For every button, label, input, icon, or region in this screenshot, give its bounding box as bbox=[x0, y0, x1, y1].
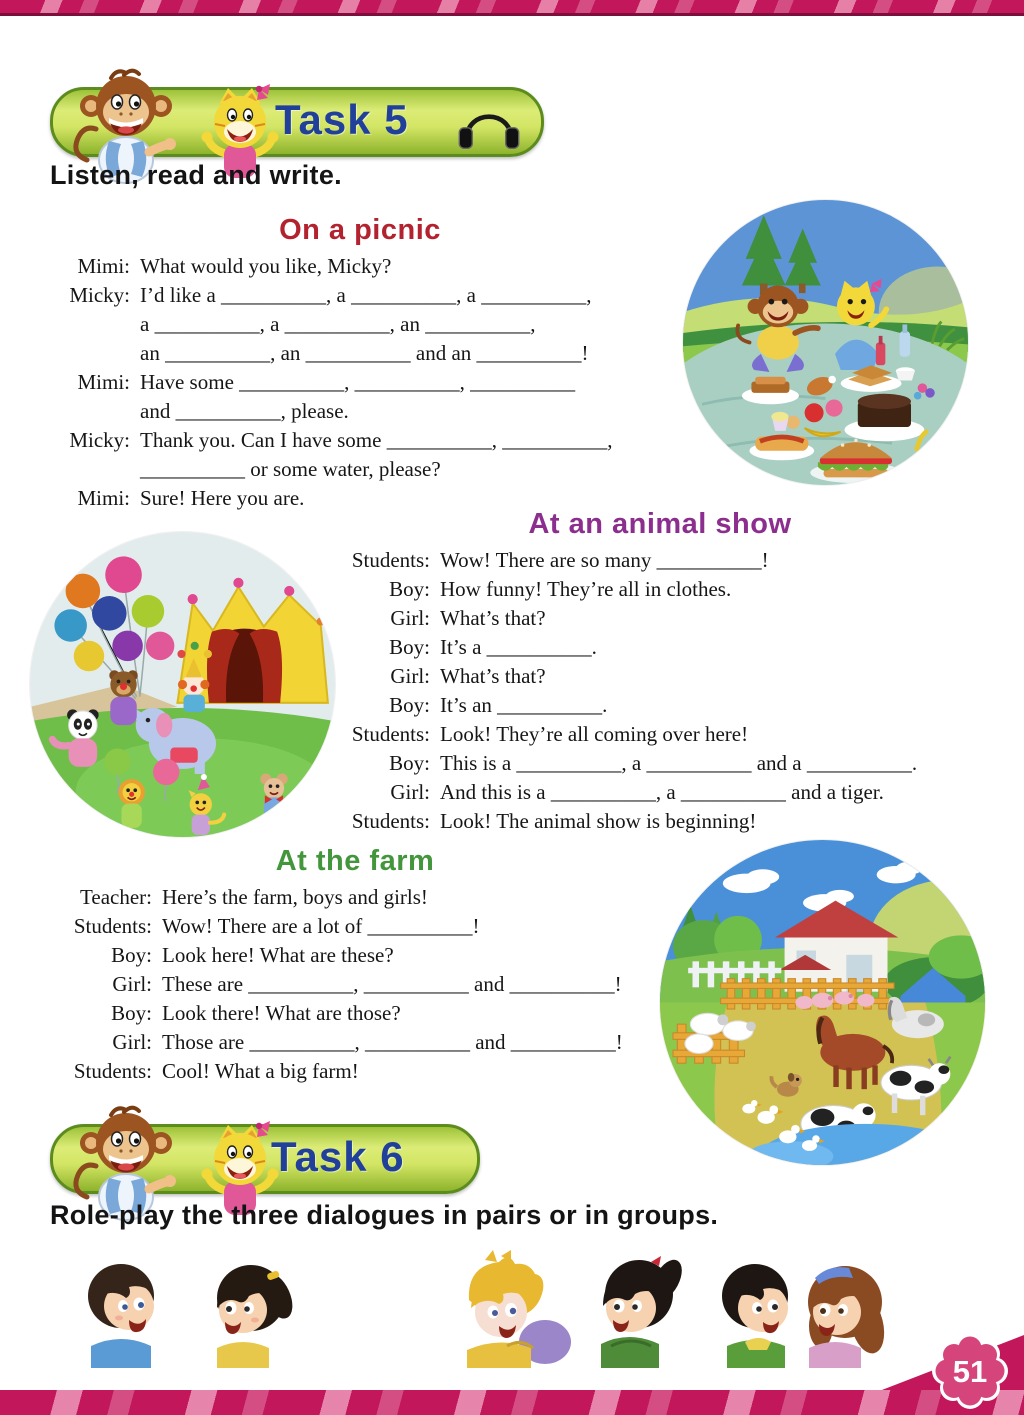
dialogue-text: Look! The animal show is beginning! bbox=[440, 809, 757, 833]
top-decorative-border bbox=[0, 0, 1024, 16]
task5-instruction: Listen, read and write. bbox=[50, 160, 342, 190]
speaker-label: Girl: bbox=[390, 606, 430, 630]
dialogue-line bbox=[52, 397, 702, 426]
dialogue-text: Here’s the farm, boys and girls! bbox=[162, 885, 428, 909]
dialogue-line bbox=[50, 999, 690, 1028]
speaker-label: Boy: bbox=[389, 693, 430, 717]
speaker-label: Teacher: bbox=[80, 885, 152, 909]
dialogue-text: This is a __________, a __________ and a __________. bbox=[440, 751, 918, 775]
page-number-badge bbox=[924, 1328, 1016, 1414]
speaker-label: Boy: bbox=[389, 635, 430, 659]
dialogue-text: How funny! They’re all in clothes. bbox=[440, 577, 732, 601]
speaker-label: Girl: bbox=[390, 780, 430, 804]
dialogue-line bbox=[322, 604, 1012, 633]
dialogue-text: Look! They’re all coming over here! bbox=[440, 722, 749, 746]
girl-yellow bbox=[217, 1265, 299, 1368]
dialogue-text: Cool! What a big farm! bbox=[162, 1059, 359, 1083]
dialogue-text: Thank you. Can I have some __________, __________, bbox=[140, 428, 613, 452]
speaker-label bbox=[52, 310, 140, 339]
speaker-label: Mimi: bbox=[77, 254, 130, 278]
task6-title: Task 6 bbox=[271, 1133, 405, 1180]
dialogue-line bbox=[50, 912, 690, 941]
farm-dialogue bbox=[50, 883, 690, 1086]
headphones-icon bbox=[451, 100, 527, 152]
dialogue-line bbox=[52, 426, 702, 455]
animal-show-dialogue bbox=[322, 546, 1012, 836]
speaker-label: Boy: bbox=[111, 1001, 152, 1025]
speaker-label: Micky: bbox=[69, 283, 130, 307]
dialogue-text: These are __________, __________ and __________! bbox=[162, 972, 622, 996]
dialogue-line bbox=[322, 575, 1012, 604]
dialogue-line bbox=[322, 546, 1012, 575]
dialogue-text: Look here! What are these? bbox=[162, 943, 394, 967]
picnic-illustration bbox=[683, 200, 968, 485]
speaker-label: Students: bbox=[73, 914, 152, 938]
dialogue-text: Wow! There are a lot of __________! bbox=[162, 914, 480, 938]
dialogue-text: Have some __________, __________, __________ bbox=[140, 370, 576, 394]
dialogue-text: Wow! There are so many __________! bbox=[440, 548, 769, 572]
dialogue-text: It’s a __________. bbox=[440, 635, 597, 659]
dialogue-line bbox=[50, 1057, 690, 1086]
bottom-decorative-border bbox=[0, 1390, 1024, 1415]
dialogue-text: What would you like, Micky? bbox=[140, 254, 392, 278]
speaker-label: Girl: bbox=[112, 1030, 152, 1054]
picnic-dialogue bbox=[52, 252, 702, 513]
dialogue-text: a __________, a __________, an __________, bbox=[140, 312, 536, 336]
boy-green bbox=[722, 1264, 788, 1368]
speaker-label: Students: bbox=[351, 548, 430, 572]
dialogue-line bbox=[322, 807, 1012, 836]
speaker-label: Students: bbox=[351, 809, 430, 833]
dialogue-line bbox=[322, 662, 1012, 691]
speaker-label: Boy: bbox=[389, 751, 430, 775]
speaker-label bbox=[52, 397, 140, 426]
girl-pink bbox=[808, 1266, 885, 1368]
page-number: 51 bbox=[952, 1354, 988, 1389]
dialogue-line bbox=[322, 691, 1012, 720]
dialogue-line bbox=[52, 310, 702, 339]
girl-green bbox=[601, 1255, 688, 1368]
dialogue-text: It’s an __________. bbox=[440, 693, 608, 717]
dialogue-text: And this is a __________, a __________ and a tiger. bbox=[440, 780, 884, 804]
speaker-label: Students: bbox=[73, 1059, 152, 1083]
dialogue-text: Those are __________, __________ and __________! bbox=[162, 1030, 623, 1054]
animal-show-illustration bbox=[30, 532, 335, 837]
children-characters-illustration bbox=[55, 1250, 885, 1368]
speaker-label bbox=[52, 455, 140, 484]
task6-instruction: Role-play the three dialogues in pairs or in groups. bbox=[50, 1200, 719, 1230]
dialogue-line bbox=[52, 252, 702, 281]
dialogue-line bbox=[52, 339, 702, 368]
dialogue-line bbox=[50, 883, 690, 912]
speaker-label: Girl: bbox=[390, 664, 430, 688]
dialogue-text: I’d like a __________, a __________, a __________, bbox=[140, 283, 592, 307]
dialogue-text: Sure! Here you are. bbox=[140, 486, 305, 510]
speaker-label: Micky: bbox=[69, 428, 130, 452]
dialogue-line bbox=[52, 368, 702, 397]
dialogue-line bbox=[50, 1028, 690, 1057]
dialogue-line bbox=[322, 633, 1012, 662]
dialogue-text: __________ or some water, please? bbox=[140, 457, 441, 481]
dialogue-text: and __________, please. bbox=[140, 399, 349, 423]
dialogue-text: Look there! What are those? bbox=[162, 1001, 401, 1025]
speaker-label: Students: bbox=[351, 722, 430, 746]
dialogue-text: What’s that? bbox=[440, 606, 546, 630]
speaker-label: Boy: bbox=[389, 577, 430, 601]
farm-section-title: At the farm bbox=[275, 845, 435, 877]
speaker-label: Mimi: bbox=[77, 370, 130, 394]
kid-blonde bbox=[467, 1250, 571, 1368]
dialogue-line bbox=[50, 970, 690, 999]
speaker-label bbox=[52, 339, 140, 368]
task5-banner bbox=[50, 87, 544, 157]
dialogue-line bbox=[322, 720, 1012, 749]
dialogue-text: What’s that? bbox=[440, 664, 546, 688]
boy-blue bbox=[88, 1264, 154, 1368]
dialogue-line bbox=[52, 281, 702, 310]
farm-illustration bbox=[660, 840, 985, 1165]
dialogue-line bbox=[322, 749, 1012, 778]
dialogue-line bbox=[52, 455, 702, 484]
animal-show-section-title: At an animal show bbox=[528, 508, 792, 540]
speaker-label: Mimi: bbox=[77, 486, 130, 510]
dialogue-line bbox=[50, 941, 690, 970]
dialogue-text: an __________, an __________ and an __________! bbox=[140, 341, 589, 365]
picnic-section-title: On a picnic bbox=[279, 214, 441, 246]
speaker-label: Girl: bbox=[112, 972, 152, 996]
task5-title: Task 5 bbox=[275, 96, 409, 143]
speaker-label: Boy: bbox=[111, 943, 152, 967]
dialogue-line bbox=[322, 778, 1012, 807]
task6-banner bbox=[50, 1124, 480, 1194]
